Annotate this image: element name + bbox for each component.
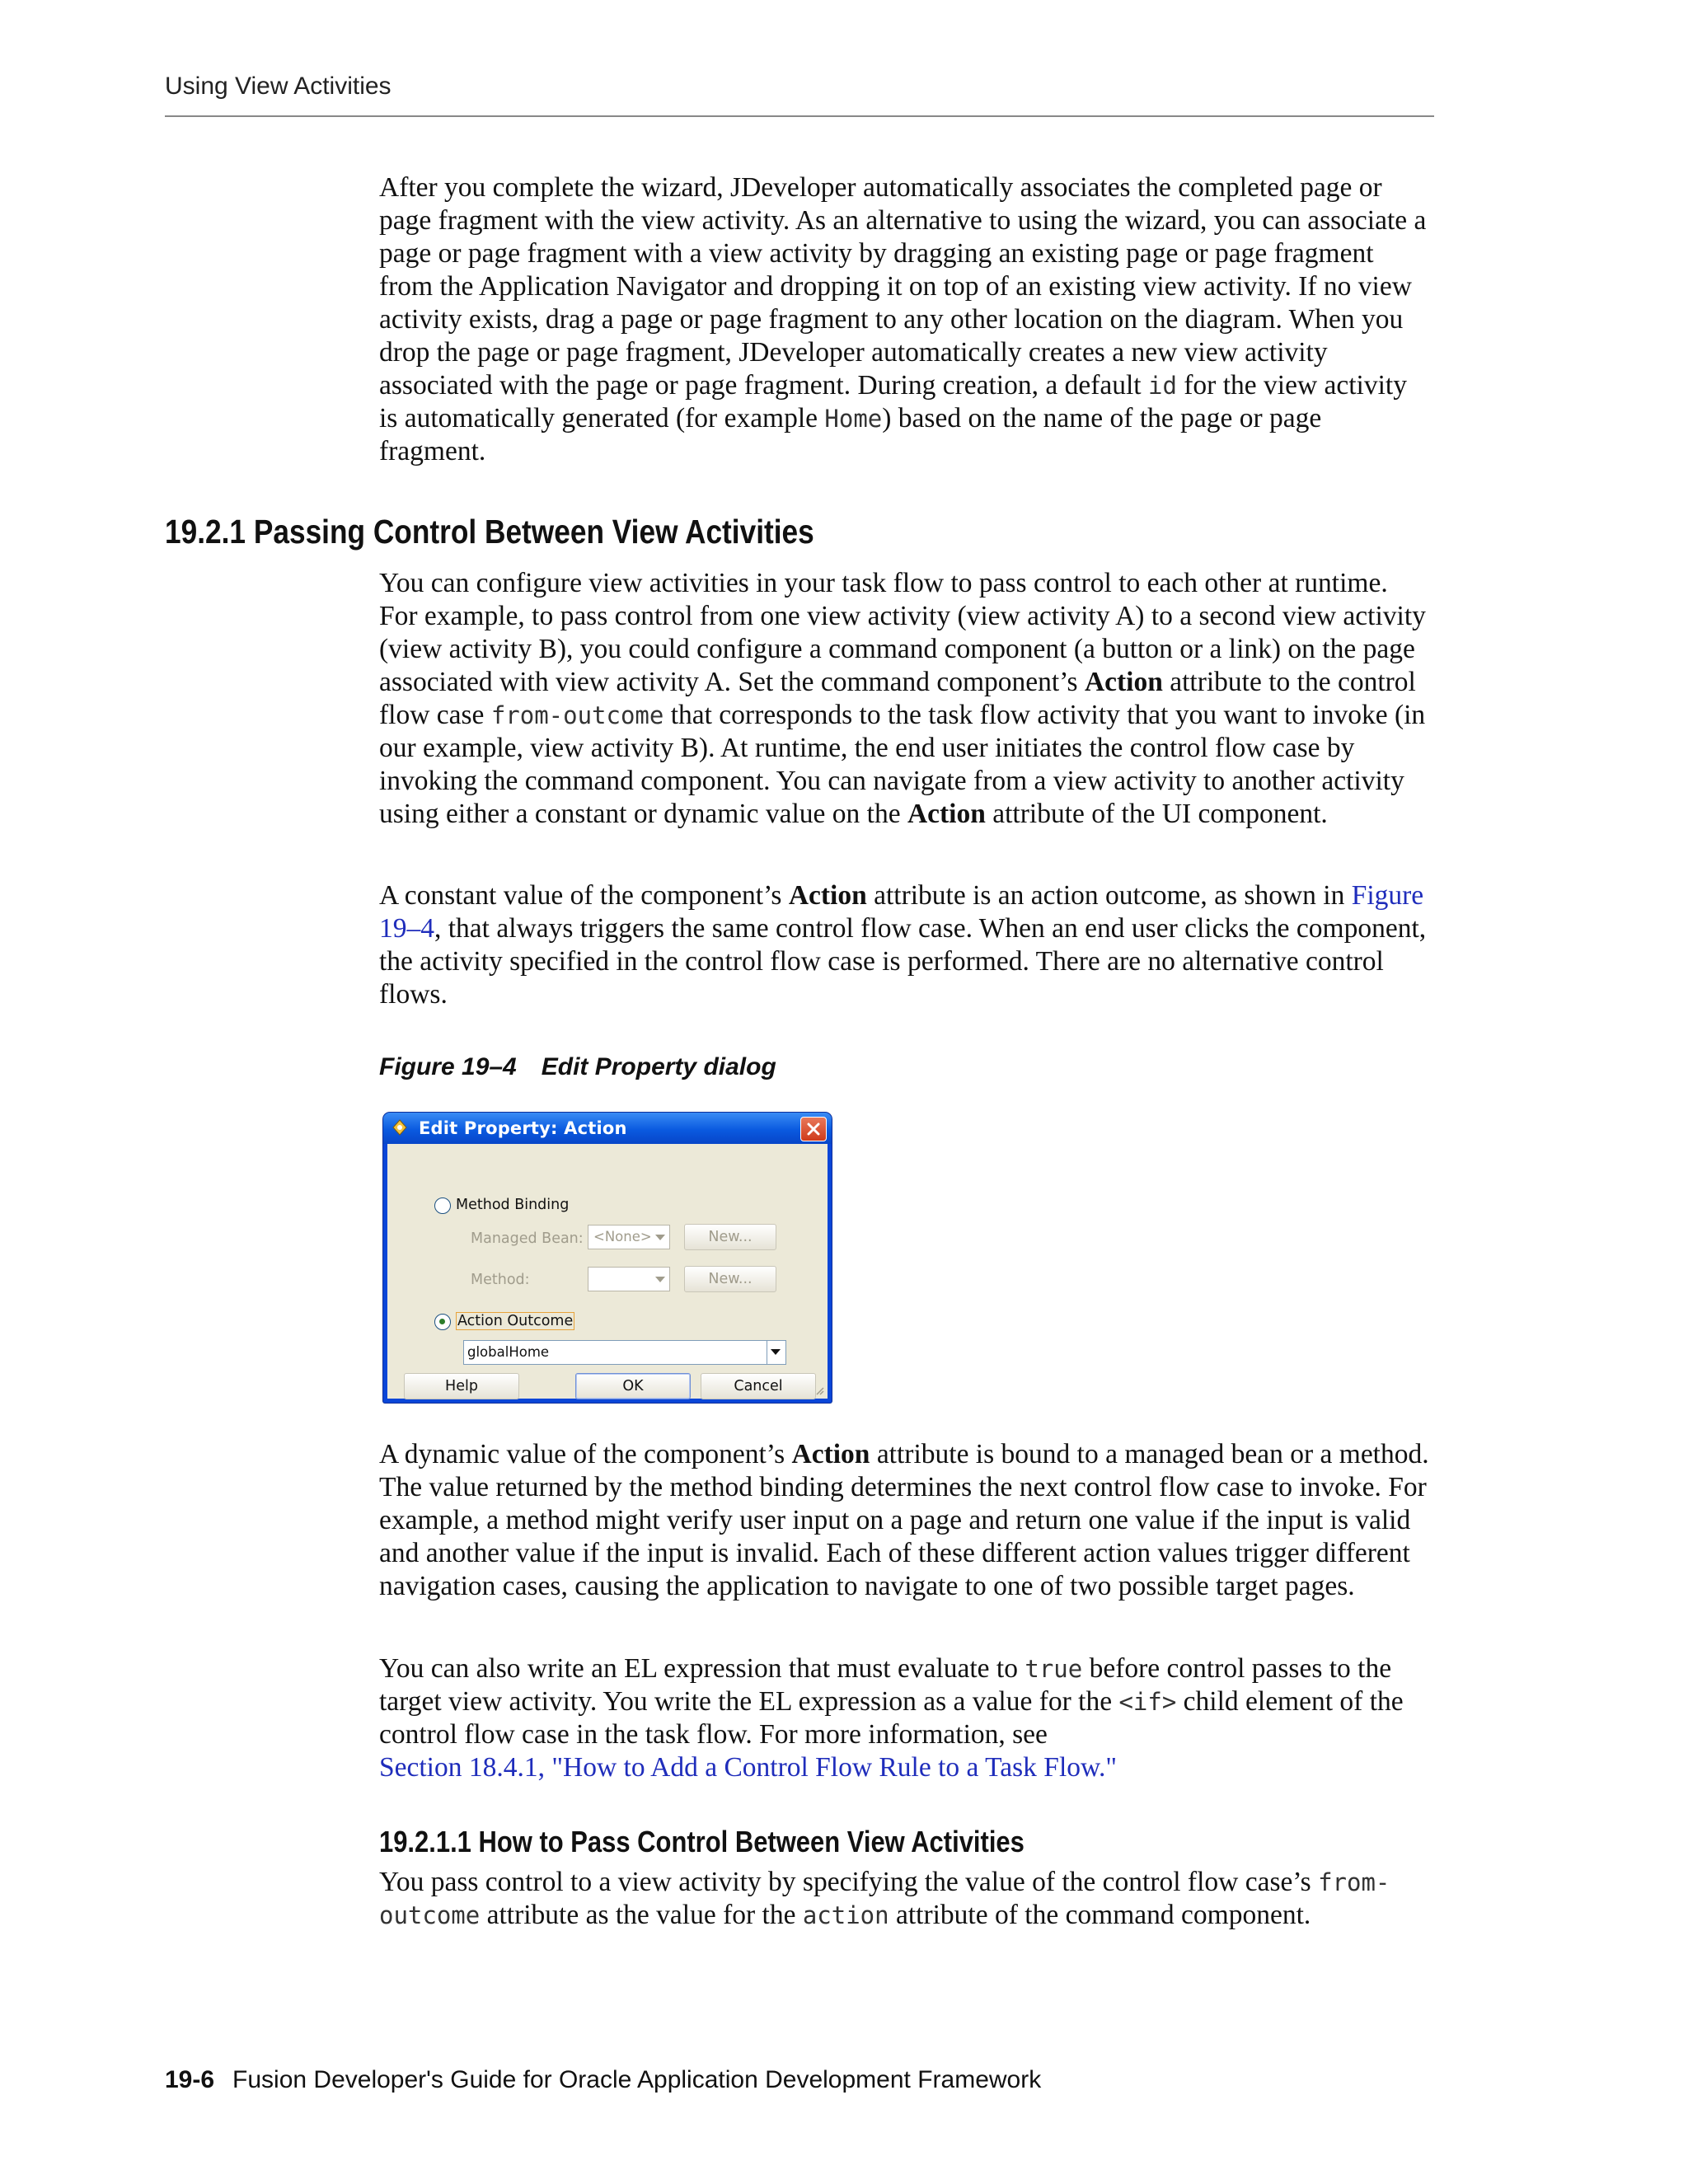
section-heading: 19.2.1 Passing Control Between View Activities [165,513,814,551]
dropdown-button[interactable] [767,1341,785,1364]
section-paragraph-2 [379,879,1430,1011]
action-outcome-label: Action Outcome [457,1313,574,1329]
chevron-down-icon [771,1349,781,1355]
edit-property-dialog [383,1113,832,1403]
code-from-outcome-2: from-outcome [379,1868,1390,1929]
ok-button[interactable]: OK [575,1373,691,1399]
code-action: action [802,1901,889,1929]
s1-bold-action-1: Action [1084,667,1163,697]
code-from-outcome: from-outcome [490,701,664,729]
subsection-heading: 19.2.1.1 How to Pass Control Between View Activities [379,1825,1025,1858]
code-home: Home [824,405,883,433]
app-icon [392,1119,408,1136]
p5-text-c: attribute of the command component. [889,1900,1311,1930]
action-outcome-input[interactable] [463,1340,786,1365]
figure-title: Edit Property dialog [541,1053,776,1080]
dialog-title: Edit Property: Action [419,1118,627,1138]
book-title: Fusion Developer's Guide for Oracle Application Development Framework [232,2066,1042,2093]
radio-selected-dot [439,1319,445,1324]
s2-text-b: attribute is an action outcome, as shown in [866,880,1352,911]
method-binding-radio[interactable] [434,1197,451,1214]
section-paragraph-1 [379,567,1430,831]
method-label: Method: [471,1272,530,1288]
dialog-titlebar[interactable] [383,1113,832,1144]
s1-text-d: attribute of the UI component. [985,799,1328,829]
header-rule [165,115,1434,117]
intro-text-1: After you complete the wizard, JDeveloper automatically associates the completed page or page fragment with the view activity. As an alternative to using the wizard, you can associate a page or page fragment with a view activity by dragging an existing page or page fragment from the Application Navigator and dropping it on top of an existing view activity. If no view activity exists, drag a page or page fragment to any other location on the diagram. When you drop the page or page fragment, JDeveloper automatically creates a new view activity associated with the page or page fragment. During creation, a default [379,172,1427,401]
close-icon [807,1122,820,1136]
chevron-down-icon [655,1277,665,1282]
code-if: <if> [1118,1688,1177,1716]
p3-text-b: attribute is bound to a managed bean or a method. The value returned by the method binding determines the next control flow case to invoke. For example, a method might verify user input on a page and return one value if the input is valid and another value if the input is invalid. Each of these different action values trigger different navigation cases, causing the application to navigate to one of two possible target pages. [379,1439,1429,1601]
managed-bean-value: <None> [593,1229,652,1244]
p3-text-a: A dynamic value of the component’s [379,1439,792,1469]
after-figure-paragraph-2-block [379,1652,1430,1784]
intro-text-2: for the view activity is automatically generated (for example [379,370,1407,434]
s1-text-c: that corresponds to the task flow activity that you want to invoke (in our example, view activity B). At runtime, the end user initiates the control flow case by invoking the command component. You can navigate from a view activity to another activity using either a constant or dynamic value on the [379,700,1426,829]
page-number: 19-6 [165,2066,215,2093]
code-true: true [1025,1655,1083,1683]
s1-text-a: You can configure view activities in your task flow to pass control to each other at runtime. For example, to pass control from one view activity (view activity A) to a second view activity (view activity B), you could configure a command component (a button or a link) on the page associated with view activity A. Set the command component’s [379,568,1426,697]
s2-text-a: A constant value of the component’s [379,880,789,911]
action-outcome-value: globalHome [467,1344,550,1360]
method-combo[interactable] [588,1267,670,1291]
chevron-down-icon [655,1235,665,1240]
section-paragraph-1-block [379,567,1430,831]
s1-bold-action-2: Action [907,799,986,829]
code-id: id [1147,372,1177,400]
managed-bean-label: Managed Bean: [471,1230,584,1247]
after-figure-paragraph-1-block [379,1438,1430,1603]
help-button[interactable]: Help [404,1373,519,1399]
figure-number: Figure 19–4 [379,1053,517,1080]
s2-text-c: , that always triggers the same control flow case. When an end user clicks the component, the activity specified in the control flow case is performed. There are no alternative control flows. [379,913,1427,1010]
subsection-paragraph [379,1866,1430,1932]
after-figure-paragraph-2 [379,1652,1430,1784]
intro-paragraph [379,171,1430,468]
figure-19-4-link[interactable]: Figure 19–4 [379,880,1424,944]
running-header: Using View Activities [165,73,392,100]
new-managed-bean-button[interactable]: New... [684,1224,776,1250]
after-figure-paragraph-1 [379,1438,1430,1603]
section-18-4-1-link[interactable]: Section 18.4.1, "How to Add a Control Flow Rule to a Task Flow." [379,1752,1118,1783]
cancel-button[interactable]: Cancel [701,1373,816,1399]
p5-text-a: You pass control to a view activity by specifying the value of the control flow case’s [379,1867,1319,1897]
s1-text-b: attribute to the control flow case [379,667,1416,730]
p4-text-c: child element of the control flow case in the task flow. For more information, see [379,1686,1404,1750]
resize-grip-icon[interactable] [814,1385,824,1395]
subsection-paragraph-block [379,1866,1430,1932]
method-binding-label: Method Binding [456,1197,570,1213]
action-outcome-radio[interactable] [434,1314,451,1330]
new-method-button[interactable]: New... [684,1266,776,1292]
s2-bold-action: Action [788,880,867,911]
page-footer [165,2066,1041,2094]
intro-paragraph-block [379,171,1430,468]
p3-bold-action: Action [791,1439,870,1469]
figure-caption [379,1053,776,1081]
intro-text-3: ) based on the name of the page or page fragment. [379,403,1322,466]
managed-bean-combo[interactable] [588,1225,670,1249]
dialog-client-area [387,1144,828,1399]
p5-text-b: attribute as the value for the [480,1900,803,1930]
close-button[interactable] [800,1117,827,1141]
p4-text-a: You can also write an EL expression that must evaluate to [379,1653,1025,1684]
section-paragraph-2-block [379,879,1430,1011]
p4-text-b: before control passes to the target view activity. You write the EL expression as a value for the [379,1653,1392,1717]
